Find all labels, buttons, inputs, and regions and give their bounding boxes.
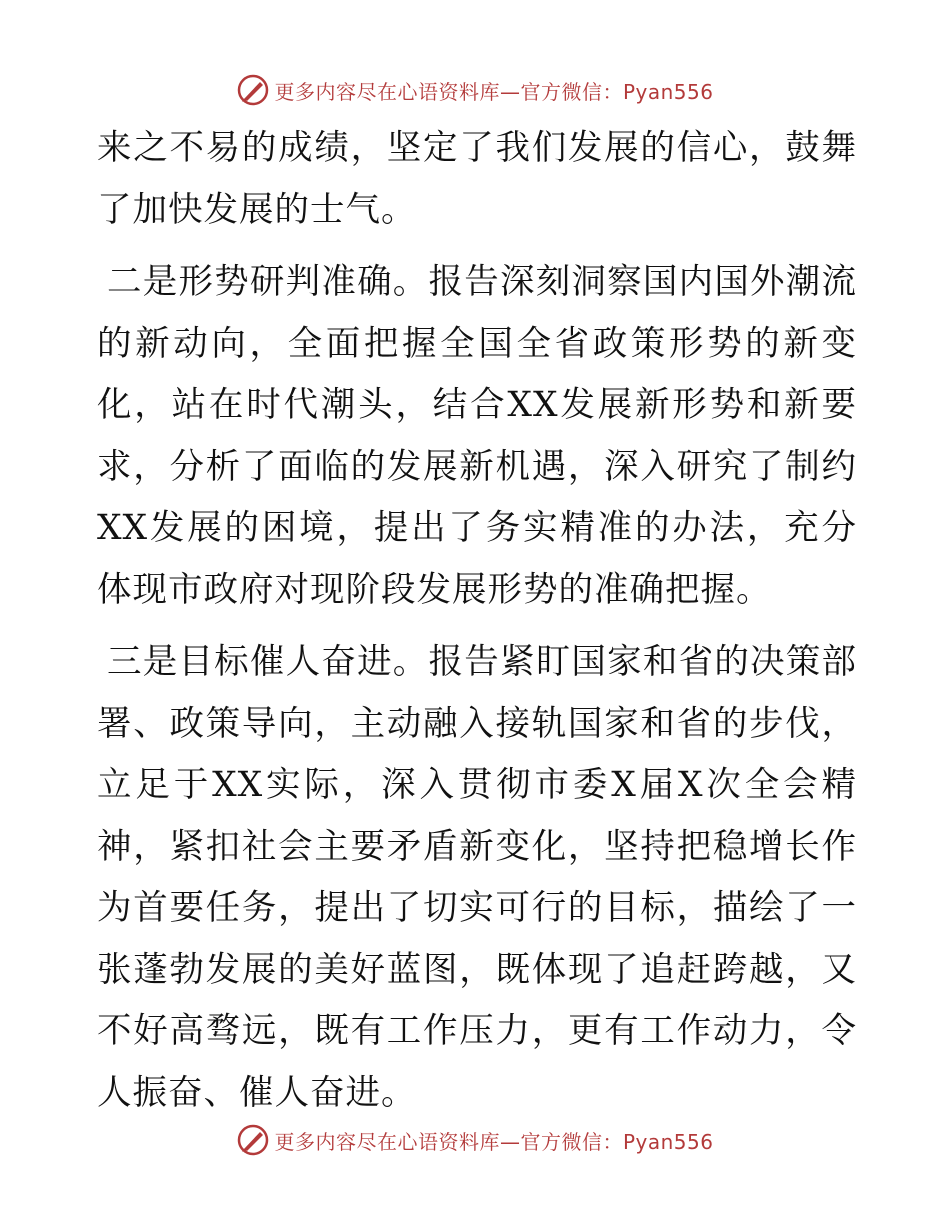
header-banner-text: 更多内容尽在心语资料库—官方微信：Pyan556 — [274, 79, 714, 104]
paragraph-goals: 三是目标催人奋进。报告紧盯国家和省的决策部署、政策导向，主动融入接轨国家和省的步伐，立足于XX实际，深入贯彻市委X届X次全会精神，紧扣社会主要矛盾新变化，坚持把稳增长作为首要任务，提出了切实可行的目标，描绘了一张蓬勃发展的美好蓝图，既体现了追赶跨越，又不好高骛远，既有工作压力，更有工作动力，令人振奋、催人奋进。 — [97, 642, 857, 1113]
document-body — [97, 118, 857, 1135]
pen-logo-icon — [236, 73, 270, 107]
footer-banner — [0, 1120, 950, 1160]
pen-logo-icon — [236, 1123, 270, 1157]
paragraph-continuation: 来之不易的成绩，坚定了我们发展的信心，鼓舞了加快发展的士气。 — [97, 128, 857, 230]
paragraph-situation-analysis: 二是形势研判准确。报告深刻洞察国内国外潮流的新动向，全面把握全国全省政策形势的新变化，站在时代潮头，结合XX发展新形势和新要求，分析了面临的发展新机遇，深入研究了制约XX发展的困境，提出了务实精准的办法，充分体现市政府对现阶段发展形势的准确把握。 — [97, 262, 857, 610]
footer-banner-text: 更多内容尽在心语资料库—官方微信：Pyan556 — [274, 1129, 714, 1154]
header-banner — [0, 70, 950, 110]
